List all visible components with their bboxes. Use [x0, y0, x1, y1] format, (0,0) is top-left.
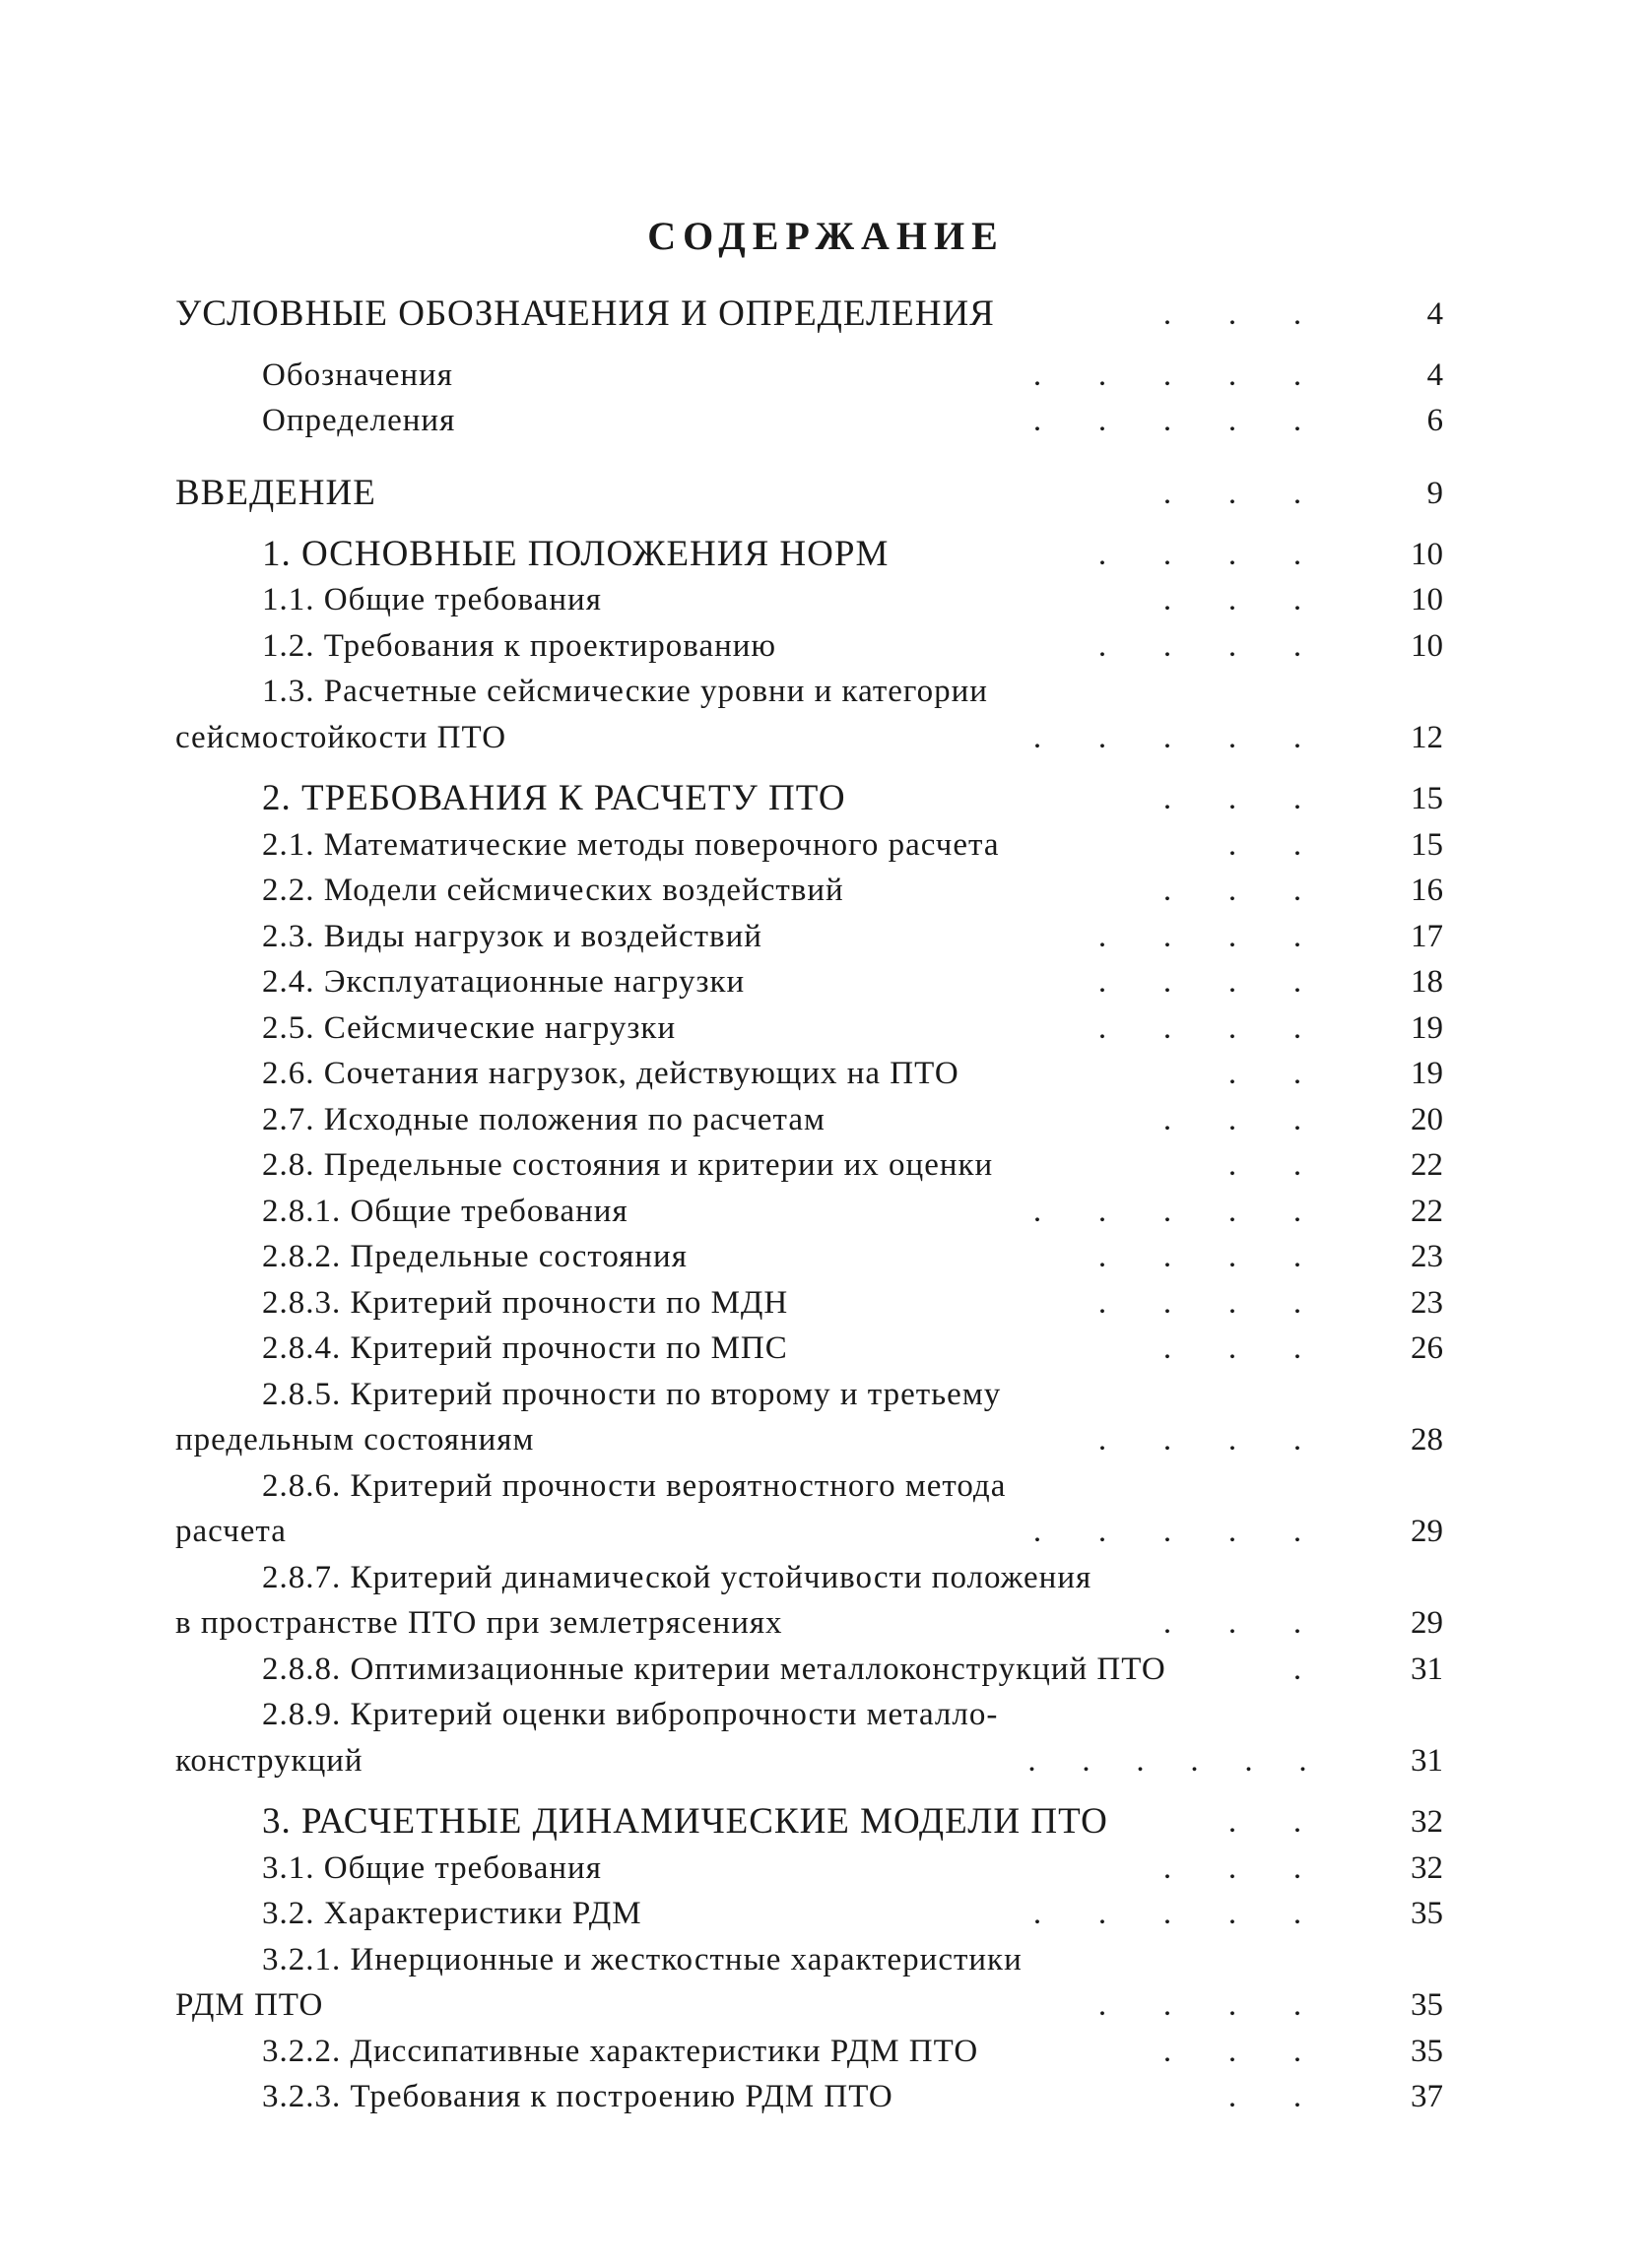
toc-entry — [0, 1509, 1652, 1554]
toc-page-number: 18 — [1411, 964, 1443, 1000]
toc-entry — [0, 353, 1652, 398]
toc-page-number: 35 — [1411, 2034, 1443, 2069]
toc-entry — [0, 959, 1652, 1004]
toc-page-number: 19 — [1411, 1056, 1443, 1091]
toc-entry-title: 2.8.8. Оптимизационные критерии металлоконструкций ПТО — [262, 1652, 1166, 1687]
toc-dot-leader: . . . . — [1097, 919, 1302, 954]
toc-dot-leader: . . — [1227, 827, 1302, 863]
toc-dot-leader: . . — [1227, 1056, 1302, 1091]
toc-dot-leader: . . . . . . — [1027, 1743, 1307, 1779]
toc-entry — [0, 868, 1652, 913]
toc-entry — [0, 715, 1652, 760]
toc-entry — [0, 1937, 1652, 1982]
toc-dot-leader: . . . . — [1097, 1010, 1302, 1046]
toc-entry — [0, 471, 1652, 516]
toc-entry — [0, 1846, 1652, 1891]
toc-entry-title: 3.2.3. Требования к построению РДМ ПТО — [262, 2079, 893, 2114]
toc-entry-title: 2.8.4. Критерий прочности по МПС — [262, 1330, 788, 1366]
toc-entry-title: 3.1. Общие требования — [262, 1850, 602, 1886]
toc-heading: СОДЕРЖАНИЕ — [647, 214, 1005, 258]
toc-page-number: 10 — [1411, 628, 1443, 664]
toc-page-number: 4 — [1426, 357, 1443, 393]
toc-entry — [0, 1982, 1652, 2028]
toc-entry — [0, 1142, 1652, 1188]
toc-entry — [0, 776, 1652, 821]
toc-dot-leader: . . — [1227, 1147, 1302, 1183]
toc-page-number: 17 — [1411, 919, 1443, 954]
toc-entry — [0, 1051, 1652, 1096]
toc-entry-title: 1. ОСНОВНЫЕ ПОЛОЖЕНИЯ НОРМ — [262, 534, 890, 574]
toc-page-number: 35 — [1411, 1896, 1443, 1931]
toc-page-number: 22 — [1411, 1147, 1443, 1183]
toc-dot-leader: . . . — [1162, 476, 1302, 511]
toc-entry-title: 3.2.2. Диссипативные характеристики РДМ ПТО — [262, 2034, 979, 2069]
toc-dot-leader: . . . . . — [1032, 403, 1302, 438]
toc-entry-title: 2.6. Сочетания нагрузок, действующих на ПТО — [262, 1056, 959, 1091]
toc-entry — [0, 1891, 1652, 1936]
toc-page-number: 19 — [1411, 1010, 1443, 1046]
toc-entry-title: 2.8. Предельные состояния и критерии их оценки — [262, 1147, 994, 1183]
toc-entry — [0, 1555, 1652, 1600]
toc-page-number: 15 — [1411, 827, 1443, 863]
toc-entry — [0, 2029, 1652, 2074]
toc-dot-leader: . . . — [1162, 1850, 1302, 1886]
toc-page-number: 23 — [1411, 1239, 1443, 1274]
toc-entry — [0, 292, 1652, 337]
toc-dot-leader: . . — [1227, 2079, 1302, 2114]
toc-dot-leader: . . . — [1162, 296, 1302, 332]
toc-dot-leader: . . . . — [1097, 1987, 1302, 2023]
toc-dot-leader: . . . — [1162, 1102, 1302, 1137]
toc-entry — [0, 532, 1652, 577]
toc-page-number: 28 — [1411, 1422, 1443, 1458]
toc-page-number: 12 — [1411, 720, 1443, 755]
toc-entry-title: Обозначения — [262, 357, 453, 393]
toc-page-number: 26 — [1411, 1330, 1443, 1366]
toc-dot-leader: . . . — [1162, 582, 1302, 617]
toc-entry — [0, 1189, 1652, 1234]
toc-page-number: 32 — [1411, 1804, 1443, 1840]
toc-entry-title: ВВЕДЕНИЕ — [175, 473, 376, 513]
toc-entry — [0, 2074, 1652, 2119]
toc-dot-leader: . . . . — [1097, 1285, 1302, 1321]
toc-dot-leader: . . . — [1162, 873, 1302, 908]
toc-entry — [0, 1234, 1652, 1279]
toc-entry-title: 2.1. Математические методы поверочного расчета — [262, 827, 1000, 863]
toc-page-number: 35 — [1411, 1987, 1443, 2023]
toc-page-number: 23 — [1411, 1285, 1443, 1321]
toc-entry — [0, 1417, 1652, 1462]
toc-entry-title: 2.3. Виды нагрузок и воздействий — [262, 919, 762, 954]
toc-entry-title: 1.1. Общие требования — [262, 582, 602, 617]
toc-dot-leader: . . . . — [1097, 1422, 1302, 1458]
toc-entry-title: 1.2. Требования к проектированию — [262, 628, 777, 664]
toc-entry — [0, 822, 1652, 868]
toc-dot-leader: . . . . . — [1032, 1194, 1302, 1229]
toc-dot-leader: . . . — [1162, 1330, 1302, 1366]
toc-dot-leader: . . . — [1162, 781, 1302, 816]
toc-page-number: 31 — [1411, 1743, 1443, 1779]
toc-dot-leader: . . . . . — [1032, 1896, 1302, 1931]
toc-entry — [0, 914, 1652, 959]
toc-entry — [0, 623, 1652, 669]
toc-dot-leader: . — [1292, 1652, 1302, 1687]
toc-page-number: 29 — [1411, 1605, 1443, 1641]
toc-entry-title: 2.8.6. Критерий прочности вероятностного метода — [262, 1468, 1007, 1504]
toc-dot-leader: . . . — [1162, 2034, 1302, 2069]
toc-entry-title: 3.2.1. Инерционные и жесткостные характеристики — [262, 1942, 1023, 1977]
toc-entry — [0, 1600, 1652, 1646]
toc-entry-title: расчета — [175, 1514, 287, 1549]
toc-entry-title: 2.8.2. Предельные состояния — [262, 1239, 688, 1274]
toc-entry — [0, 1326, 1652, 1371]
toc-page-number: 4 — [1426, 296, 1443, 332]
toc-page-number: 15 — [1411, 781, 1443, 816]
toc-page-number: 6 — [1426, 403, 1443, 438]
toc-entry — [0, 669, 1652, 714]
toc-entry — [0, 1463, 1652, 1509]
toc-dot-leader: . . . . — [1097, 964, 1302, 1000]
toc-page-number: 29 — [1411, 1514, 1443, 1549]
toc-entry — [0, 1647, 1652, 1692]
toc-page-number: 10 — [1411, 537, 1443, 572]
toc-entry-title: 2. ТРЕБОВАНИЯ К РАСЧЕТУ ПТО — [262, 778, 846, 818]
toc-page-number: 9 — [1426, 476, 1443, 511]
toc-entry-title: УСЛОВНЫЕ ОБОЗНАЧЕНИЯ И ОПРЕДЕЛЕНИЯ — [175, 293, 995, 334]
toc-dot-leader: . . . . — [1097, 537, 1302, 572]
toc-entry-title: 2.8.5. Критерий прочности по второму и третьему — [262, 1377, 1002, 1412]
toc-entry-title: предельным состояниям — [175, 1422, 535, 1458]
toc-page-number: 31 — [1411, 1652, 1443, 1687]
toc-entry — [0, 1097, 1652, 1142]
toc-entry — [0, 577, 1652, 622]
toc-entry — [0, 1738, 1652, 1783]
toc-entry-title: 1.3. Расчетные сейсмические уровни и категории — [262, 674, 988, 709]
toc-dot-leader: . . — [1227, 1804, 1302, 1840]
toc-entry — [0, 1799, 1652, 1845]
toc-page-number: 10 — [1411, 582, 1443, 617]
toc-dot-leader: . . . . . — [1032, 1514, 1302, 1549]
toc-entry — [0, 398, 1652, 443]
toc-entry-title: 2.5. Сейсмические нагрузки — [262, 1010, 677, 1046]
toc-page-number: 16 — [1411, 873, 1443, 908]
toc-entry-title: 2.8.3. Критерий прочности по МДН — [262, 1285, 789, 1321]
toc-dot-leader: . . . . . — [1032, 720, 1302, 755]
toc-entry-title: 3.2. Характеристики РДМ — [262, 1896, 642, 1931]
toc-entry-title: 2.2. Модели сейсмических воздействий — [262, 873, 844, 908]
toc-entry-title: 2.8.7. Критерий динамической устойчивости положения — [262, 1560, 1092, 1595]
toc-entry — [0, 1372, 1652, 1417]
toc-dot-leader: . . . — [1162, 1605, 1302, 1641]
toc-entry-title: 3. РАСЧЕТНЫЕ ДИНАМИЧЕСКИЕ МОДЕЛИ ПТО — [262, 1801, 1108, 1842]
toc-entry — [0, 1280, 1652, 1326]
toc-entry-title: в пространстве ПТО при землетрясениях — [175, 1605, 783, 1641]
toc-page-number: 37 — [1411, 2079, 1443, 2114]
toc-dot-leader: . . . . — [1097, 628, 1302, 664]
toc-entry-title: Определения — [262, 403, 456, 438]
toc-page-number: 20 — [1411, 1102, 1443, 1137]
toc-entry-title: 2.4. Эксплуатационные нагрузки — [262, 964, 746, 1000]
toc-dot-leader: . . . . — [1097, 1239, 1302, 1274]
toc-dot-leader: . . . . . — [1032, 357, 1302, 393]
toc-entry-title: 2.8.1. Общие требования — [262, 1194, 628, 1229]
toc-page-number: 32 — [1411, 1850, 1443, 1886]
toc-entry — [0, 1692, 1652, 1737]
toc-entry-title: конструкций — [175, 1743, 363, 1779]
toc-entry-title: РДМ ПТО — [175, 1987, 324, 2023]
toc-entry — [0, 1005, 1652, 1051]
toc-entry-title: 2.8.9. Критерий оценки вибропрочности металло- — [262, 1697, 999, 1732]
toc-page-number: 22 — [1411, 1194, 1443, 1229]
toc-entry-title: сейсмостойкости ПТО — [175, 720, 507, 755]
toc-entry-title: 2.7. Исходные положения по расчетам — [262, 1102, 826, 1137]
